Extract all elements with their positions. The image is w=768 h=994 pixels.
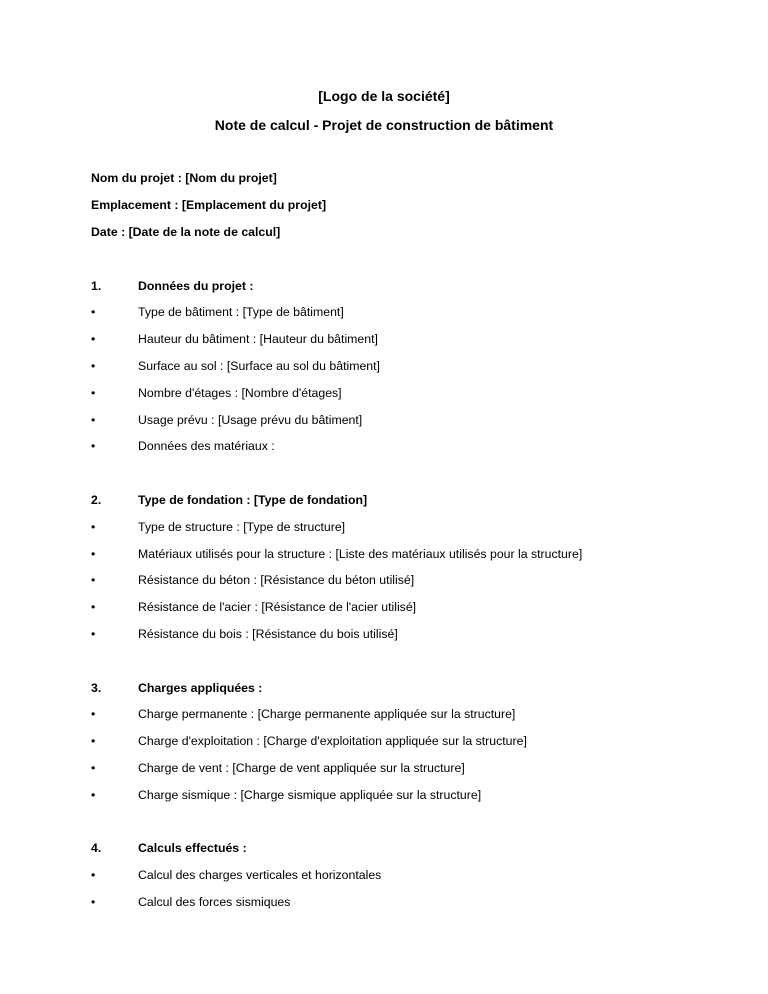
list-item-text: Données des matériaux :: [138, 439, 275, 454]
section-number: 3.: [91, 680, 102, 695]
list-item: [0, 594, 768, 621]
bullet-icon: •: [91, 412, 96, 427]
section-heading: [0, 675, 768, 702]
sections: [0, 246, 768, 916]
list-item: [0, 541, 768, 568]
document-title: Note de calcul - Projet de construction de bâtiment: [214, 116, 554, 133]
bullet-icon: •: [91, 760, 96, 775]
section-heading: [0, 487, 768, 514]
list-item-text: Charge d'exploitation : [Charge d'exploitation appliquée sur la structure]: [138, 734, 527, 749]
list-item-text: Usage prévu : [Usage prévu du bâtiment]: [138, 412, 363, 427]
section-title: Charges appliquées :: [138, 680, 263, 695]
list-item-text: Surface au sol : [Surface au sol du bâtiment]: [138, 358, 380, 373]
list-item-text: Charge sismique : [Charge sismique appliquée sur la structure]: [138, 787, 482, 802]
list-item: [0, 433, 768, 460]
list-item: [0, 326, 768, 353]
list-item-text: Matériaux utilisés pour la structure : [Liste des matériaux utilisés pour la structure]: [138, 546, 583, 561]
list-item-text: Résistance du bois : [Résistance du bois utilisé]: [138, 626, 398, 641]
bullet-icon: •: [91, 600, 96, 615]
bullet-icon: •: [91, 734, 96, 749]
bullet-icon: •: [91, 439, 96, 454]
list-item-text: Type de structure : [Type de structure]: [138, 519, 346, 534]
company-logo-placeholder: [Logo de la société]: [318, 88, 450, 104]
list-item-text: Hauteur du bâtiment : [Hauteur du bâtiment]: [138, 332, 378, 347]
list-item: [0, 380, 768, 407]
bullet-icon: •: [91, 573, 96, 588]
bullet-icon: •: [91, 626, 96, 641]
list-item: [0, 782, 768, 809]
note-date: Date : [Date de la note de calcul]: [91, 224, 281, 239]
list-item-text: Charge de vent : [Charge de vent appliquée sur la structure]: [138, 760, 465, 775]
section-heading: [0, 835, 768, 862]
section-title: Calculs effectués :: [138, 841, 247, 856]
list-item: [0, 514, 768, 541]
list-item: [0, 407, 768, 434]
bullet-icon: •: [91, 305, 96, 320]
section-number: 1.: [91, 278, 102, 293]
project-name: Nom du projet : [Nom du projet]: [91, 171, 277, 186]
list-item: [0, 728, 768, 755]
list-item: [0, 567, 768, 594]
section-number: 2.: [91, 492, 102, 507]
list-item: [0, 621, 768, 648]
bullet-icon: •: [91, 332, 96, 347]
bullet-icon: •: [91, 894, 96, 909]
project-location: Emplacement : [Emplacement du projet]: [91, 198, 327, 213]
list-item-text: Type de bâtiment : [Type de bâtiment]: [138, 305, 344, 320]
list-item: [0, 889, 768, 916]
list-item-text: Résistance de l'acier : [Résistance de l'acier utilisé]: [138, 600, 417, 615]
list-item: [0, 755, 768, 782]
list-item-text: Nombre d'étages : [Nombre d'étages]: [138, 385, 342, 400]
section-title: Données du projet :: [138, 278, 254, 293]
list-item: [0, 353, 768, 380]
bullet-icon: •: [91, 358, 96, 373]
bullet-icon: •: [91, 519, 96, 534]
list-item: [0, 701, 768, 728]
section-title: Type de fondation : [Type de fondation]: [138, 492, 368, 507]
bullet-icon: •: [91, 868, 96, 883]
list-item: [0, 862, 768, 889]
list-item-text: Charge permanente : [Charge permanente appliquée sur la structure]: [138, 707, 516, 722]
list-item-text: Calcul des forces sismiques: [138, 894, 291, 909]
bullet-icon: •: [91, 385, 96, 400]
section-heading: [0, 273, 768, 300]
bullet-icon: •: [91, 546, 96, 561]
bullet-icon: •: [91, 787, 96, 802]
list-item: [0, 299, 768, 326]
list-item-text: Résistance du béton : [Résistance du béton utilisé]: [138, 573, 415, 588]
list-item-text: Calcul des charges verticales et horizontales: [138, 868, 382, 883]
bullet-icon: •: [91, 707, 96, 722]
section-number: 4.: [91, 841, 102, 856]
